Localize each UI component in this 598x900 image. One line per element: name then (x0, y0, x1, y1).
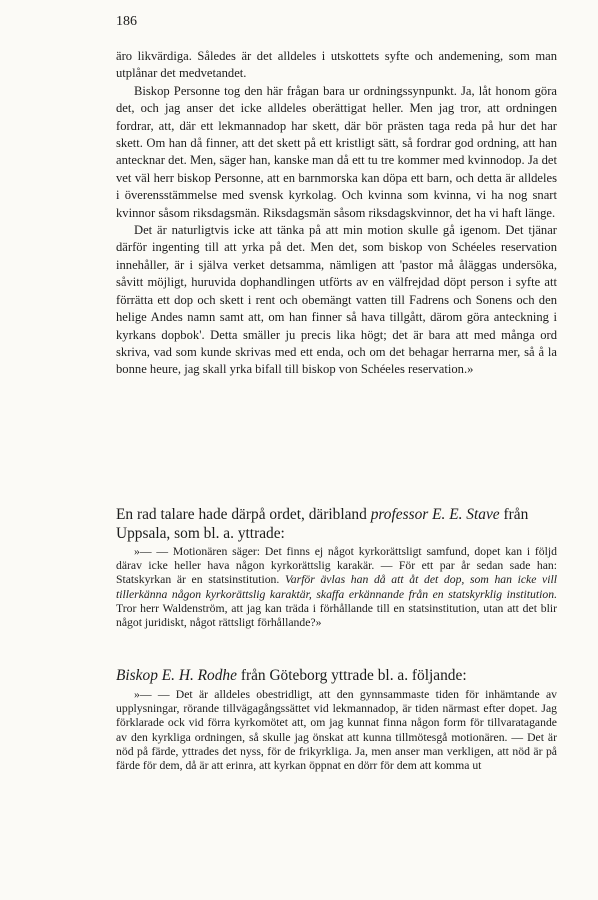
body-text (116, 48, 557, 379)
stave-name: professor E. E. Stave (370, 506, 500, 523)
paragraph-1: äro likvärdiga. Således är det alldeles i utskottets syfte och andemening, som man utplånar det medvetandet. (116, 49, 557, 81)
page-number: 186 (116, 14, 137, 29)
paragraph-3: Det är naturligtvis icke att tänka på att min motion skulle gå igenom. Det tjänar därför ingenting till att yrka på det. Men det, som biskop von Schéeles reservation innehåller, är i själva verket detsamma, nämligen att 'pastor må åläggas undersöka, såvitt möjligt, huruvida dophandlingen utförts av en välfrejdad döpt person i syfte att förrätta ett dop och skett i rent och obemängt vatten till Fadrens och Sonens och den helige Andes namn samt att, om han finner så hava tillgått, därom göra anteckning i kyrkans dopbok'. Detta smäller ju precis lika högt; det är bara att med många ord skriva, vad som kunde skrivas med ett enda, och om det behagar herrarna mer, så å la bonne heure, jag skall yrka bifall till biskop von Schéeles reservation.» (116, 223, 557, 377)
section-stave (116, 505, 557, 543)
stave-quote-italic: Varför ävlas han då att åt det dop, som han icke vill tillerkänna någon kyrkorättslig karaktär, skaffa erkännande från en statskyrklig institution. (116, 573, 557, 601)
rodhe-intro: Biskop E. H. Rodhe från Göteborg yttrade bl. a. följande: (116, 667, 467, 684)
stave-quote: »— — Motionären säger: Det finns ej något kyrkorättsligt samfund, dopet kan i följd därav icke heller hava någon kyrkorättslig karakär. — För ett par år sedan sade han: Statskyrkan är en statsinstitution. Varför ävlas han då att åt det dop, som han icke vill tillerkänna någon kyrkorättslig karaktär, skaffa erkännande från en statskyrklig institution. Tror herr Waldenström, att jag kan träda i förhållande till en statsinstitution, utan att det blir något juridiskt, något rättsligt förhållande?» (116, 545, 557, 630)
paragraph-2: Biskop Personne tog den här frågan bara ur ordningssynpunkt. Ja, låt honom göra det, och jag anser det icke alldeles oberättigat heller. Men jag tror, att ordningen fordrar, att, där ett lekmannadop har skett, där bör prästen taga reda på hur det har skett. Om han då finner, att det skett på ett kristligt sätt, så fordrar god ordning, att han antecknar det. Men, säger han, kanske man då ett tu tre kommer med kvinnodop. Ja det vet väl herr biskop Personne, att en barnmorska kan döpa ett barn, och detta är alldeles i överensstämmelse med svensk kyrkolag. Och kvinna som kvinna, vi ha nog snart kvinnor såsom riksdagsmän. Riksdagsmän såsom riksdagskvinnor, det ha vi haft länge. (116, 83, 557, 220)
rodhe-quote: »— — Det är alldeles obestridligt, att den gynnsammaste tiden för inhämtande av upplysningar, rörande tillvägagångssättet vid lekmannadop, är tiden närmast efter dopet. Jag förklarade ock vid förra kyrkomötet att, om jag kunnat finna någon form för tillvaratagande av den kyrkliga ordningen, så skulle jag önskat att kunna tillmötesgå motionären. — Det är nöd på färde, yttrades det nyss, för de frikyrkliga. Ja, men anser man verkligen, att nöd är på färde för dem, då är att erinra, att kyrkan öppnat en dörr för dem att komma ut (116, 688, 557, 773)
rodhe-name: Biskop E. H. Rodhe (116, 667, 237, 684)
section-rodhe (116, 666, 557, 685)
stave-intro: En rad talare hade därpå ordet, däribland professor E. E. Stave från Uppsala, som bl. a. yttrade: (116, 506, 529, 542)
